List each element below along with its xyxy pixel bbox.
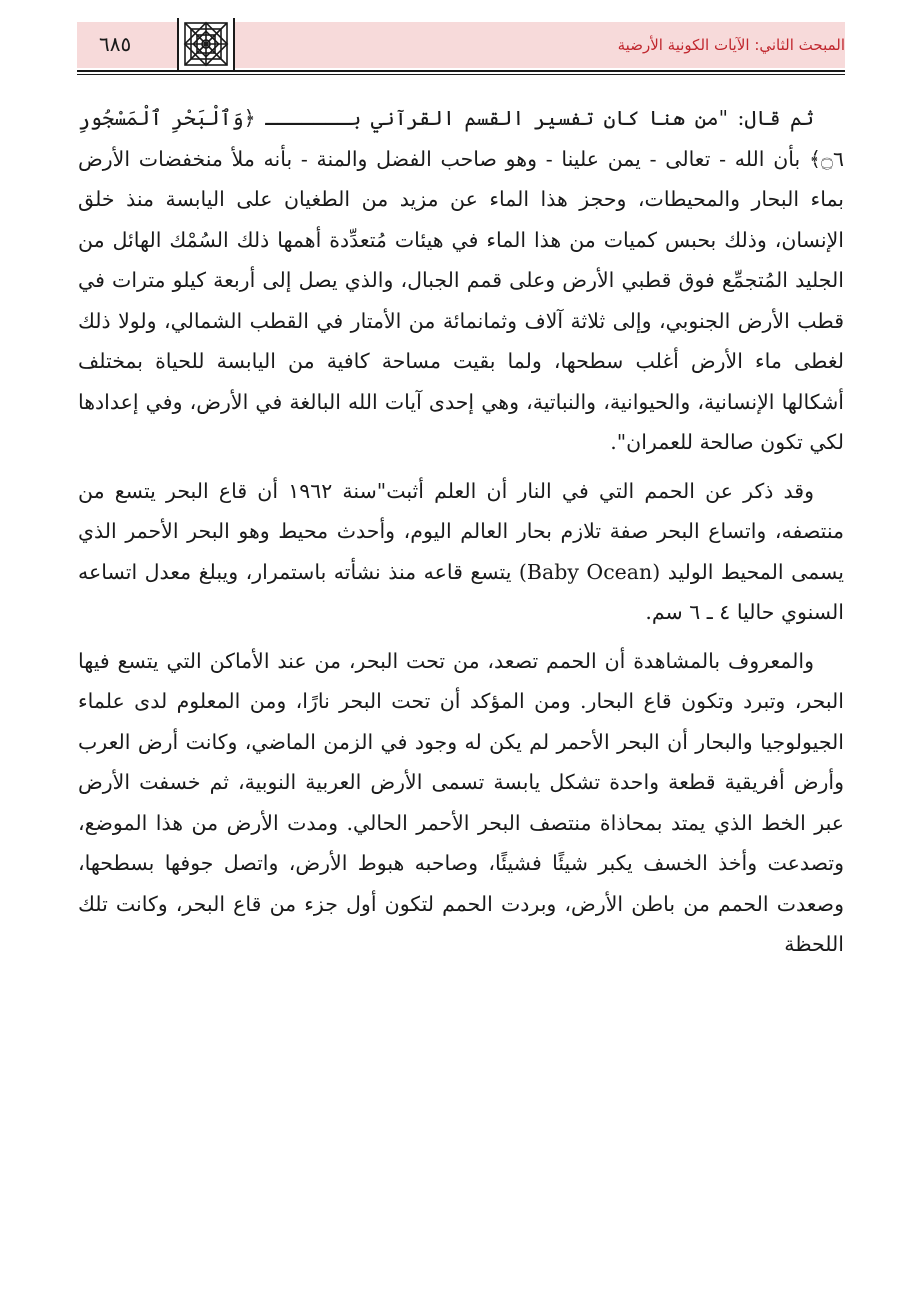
paragraph-2: وقد ذكر عن الحمم التي في النار أن العلم أثبت"سنة ١٩٦٢ أن قاع البحر يتسع من منتصفه، واتساع البحر صفة تلازم بحار العالم اليوم، وأحدث محيط وهو البحر الأحمر الذي يسمى المحيط الوليد (Baby Ocean) يتسع قاعه منذ نشأته باستمرار، ويبلغ معدل اتساعه السنوي حاليا ٤ ـ ٦ سم. <box>78 478 845 624</box>
ornament-left-rule <box>177 18 179 70</box>
section-title: المبحث الثاني: الآيات الكونية الأرضية <box>617 36 845 54</box>
paragraph-3: والمعروف بالمشاهدة أن الحمم تصعد، من تحت البحر، من عند الأماكن التي يتسع فيها البحر، وتبرد وتكون قاع البحار. ومن المؤكد أن تحت البحر نارًا، ومن المعلوم لدى علماء الجيولوجيا والبحار أن البحر الأحمر لم يكن له وجود في الزمن الماضي، وكانت أرض العرب وأرض أفريقية قطعة واحدة تشكل يابسة تسمى الأرض العربية النوبية، ثم خسفت الأرض عبر الخط الذي يمتد بمحاذاة منتصف البحر الأحمر الحالي. ومدت الأرض من هذا الموضع، وتصدعت وأخذ الخسف يكبر شيئًا فشيئًا، وصاحبه هبوط الأرض، واتصل جوفها بسطحها، وصعدت الحمم من باطن الأرض، وبردت الحمم لتكون أول جزء من قاع البحر، وكانت تلك اللحظة <box>78 648 844 956</box>
page-body <box>78 98 844 965</box>
header-rule-thin <box>77 74 845 75</box>
ornament-right-rule <box>233 18 235 70</box>
geometric-star-ornament-icon <box>183 21 229 67</box>
paragraph-1: ثم قال: "من هنا كان تفسير القسم القرآني بـــــــ ﴿وَٱلْبَحْرِ ٱلْمَسْجُورِ ۝٦﴾ بأن الله - تعالى - يمن علينا - وهو صاحب الفضل والمنة - بأنه ملأ منخفضات الأرض بماء البحار والمحيطات، وحجز هذا الماء عن مزيد من الطغيان على اليابسة منذ خلق الإنسان، وذلك بحبس كميات من هذا الماء في هيئات مُتعدِّدة أهمها ذلك السُمْك الهائل من الجليد المُتجمِّع فوق قطبي الأرض وعلى قمم الجبال، والذي يصل إلى أربعة كيلو مترات في قطب الأرض الجنوبي، وإلى ثلاثة آلاف وثمانمائة من الأمتار في القطب الشمالي، ولولا ذلك لغطى ماء الأرض أغلب سطحها، ولما بقيت مساحة كافية من اليابسة للحياة بمختلف أشكالها الإنسانية، والحيوانية، والنباتية، وهي إحدى آيات الله البالغة في الأرض، وفي إعدادها لكي تكون صالحة للعمران". <box>78 106 844 454</box>
page-number: ٦٨٥ <box>99 32 132 56</box>
header-rule <box>77 70 845 72</box>
page-header <box>77 18 845 72</box>
ornament-box <box>177 18 235 70</box>
